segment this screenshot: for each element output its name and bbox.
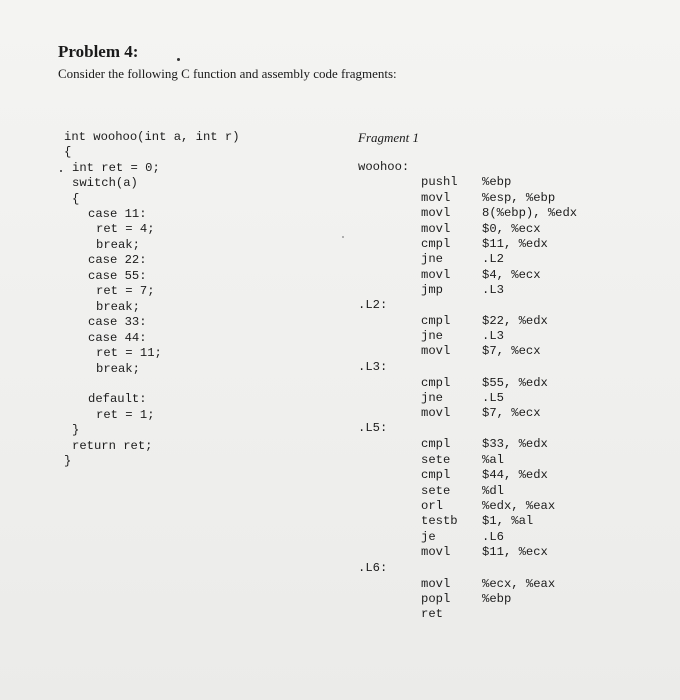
ink-dot	[60, 170, 62, 172]
asm-args: .L2	[482, 252, 504, 266]
c-code-line: }	[72, 423, 80, 437]
c-code-line: case 55:	[88, 269, 147, 283]
asm-op: cmpl	[421, 437, 451, 451]
asm-op: orl	[421, 499, 443, 513]
asm-op: movl	[421, 344, 451, 358]
asm-args: $7, %ecx	[482, 344, 541, 358]
problem-title: Problem 4:	[58, 42, 139, 61]
asm-args: $55, %edx	[482, 376, 548, 390]
asm-args: $22, %edx	[482, 314, 548, 328]
asm-op: movl	[421, 191, 451, 205]
ink-dot	[177, 58, 180, 61]
asm-op: cmpl	[421, 314, 451, 328]
asm-op: cmpl	[421, 468, 451, 482]
asm-op: movl	[421, 206, 451, 220]
c-code-line: case 22:	[88, 253, 147, 267]
asm-args: $1, %al	[482, 514, 534, 528]
asm-args: %dl	[482, 484, 504, 498]
asm-label: .L5:	[358, 421, 388, 435]
asm-args: %ebp	[482, 175, 512, 189]
c-code-line: ret = 4;	[96, 222, 155, 236]
c-code-line: ret = 1;	[96, 408, 155, 422]
c-code-line: break;	[96, 362, 140, 376]
c-code-line: case 33:	[88, 315, 147, 329]
asm-op: movl	[421, 406, 451, 420]
asm-args: .L6	[482, 530, 504, 544]
asm-op: ret	[421, 607, 443, 621]
asm-op: cmpl	[421, 237, 451, 251]
asm-args: %al	[482, 453, 504, 467]
asm-op: jne	[421, 252, 443, 266]
asm-args: $4, %ecx	[482, 268, 541, 282]
c-code-line: case 11:	[88, 207, 147, 221]
asm-op: testb	[421, 514, 458, 528]
asm-op: je	[421, 530, 436, 544]
asm-args: $7, %ecx	[482, 406, 541, 420]
asm-op: movl	[421, 577, 451, 591]
asm-op: sete	[421, 484, 451, 498]
c-code-line: switch(a)	[72, 176, 138, 190]
c-code-line: default:	[88, 392, 147, 406]
c-code-line: ret = 11;	[96, 346, 162, 360]
asm-args: 8(%ebp), %edx	[482, 206, 578, 220]
c-code-line: break;	[96, 238, 140, 252]
asm-op: movl	[421, 545, 451, 559]
c-code-line: }	[64, 454, 72, 468]
asm-label: .L2:	[358, 298, 388, 312]
asm-args: $11, %ecx	[482, 545, 548, 559]
asm-op: sete	[421, 453, 451, 467]
c-code-line: {	[64, 145, 72, 159]
c-code-line: int ret = 0;	[72, 161, 160, 175]
asm-args: $11, %edx	[482, 237, 548, 251]
asm-args: $44, %edx	[482, 468, 548, 482]
asm-args: $0, %ecx	[482, 222, 541, 236]
asm-label: .L3:	[358, 360, 388, 374]
asm-op: cmpl	[421, 376, 451, 390]
asm-args: .L3	[482, 283, 504, 297]
c-code-line: return ret;	[72, 439, 153, 453]
c-code-line: int woohoo(int a, int r)	[64, 130, 240, 144]
asm-args: %edx, %eax	[482, 499, 556, 513]
asm-args: %ebp	[482, 592, 512, 606]
asm-op: jne	[421, 329, 443, 343]
asm-args: .L3	[482, 329, 504, 343]
c-code-line: ret = 7;	[96, 284, 155, 298]
asm-op: jne	[421, 391, 443, 405]
problem-subtitle: Consider the following C function and assembly code fragments:	[58, 66, 397, 81]
asm-args: %esp, %ebp	[482, 191, 556, 205]
asm-args: $33, %edx	[482, 437, 548, 451]
asm-op: jmp	[421, 283, 443, 297]
c-code-line: case 44:	[88, 331, 147, 345]
c-code-line: break;	[96, 300, 140, 314]
asm-function-label: woohoo:	[358, 160, 410, 174]
c-code-line: {	[72, 192, 80, 206]
asm-args: %ecx, %eax	[482, 577, 556, 591]
fragment-title: Fragment 1	[358, 130, 420, 145]
ink-dot	[342, 236, 344, 238]
asm-args: .L5	[482, 391, 504, 405]
asm-op: movl	[421, 222, 451, 236]
asm-label: .L6:	[358, 561, 388, 575]
asm-op: movl	[421, 268, 451, 282]
asm-op: popl	[421, 592, 451, 606]
asm-op: pushl	[421, 175, 458, 189]
